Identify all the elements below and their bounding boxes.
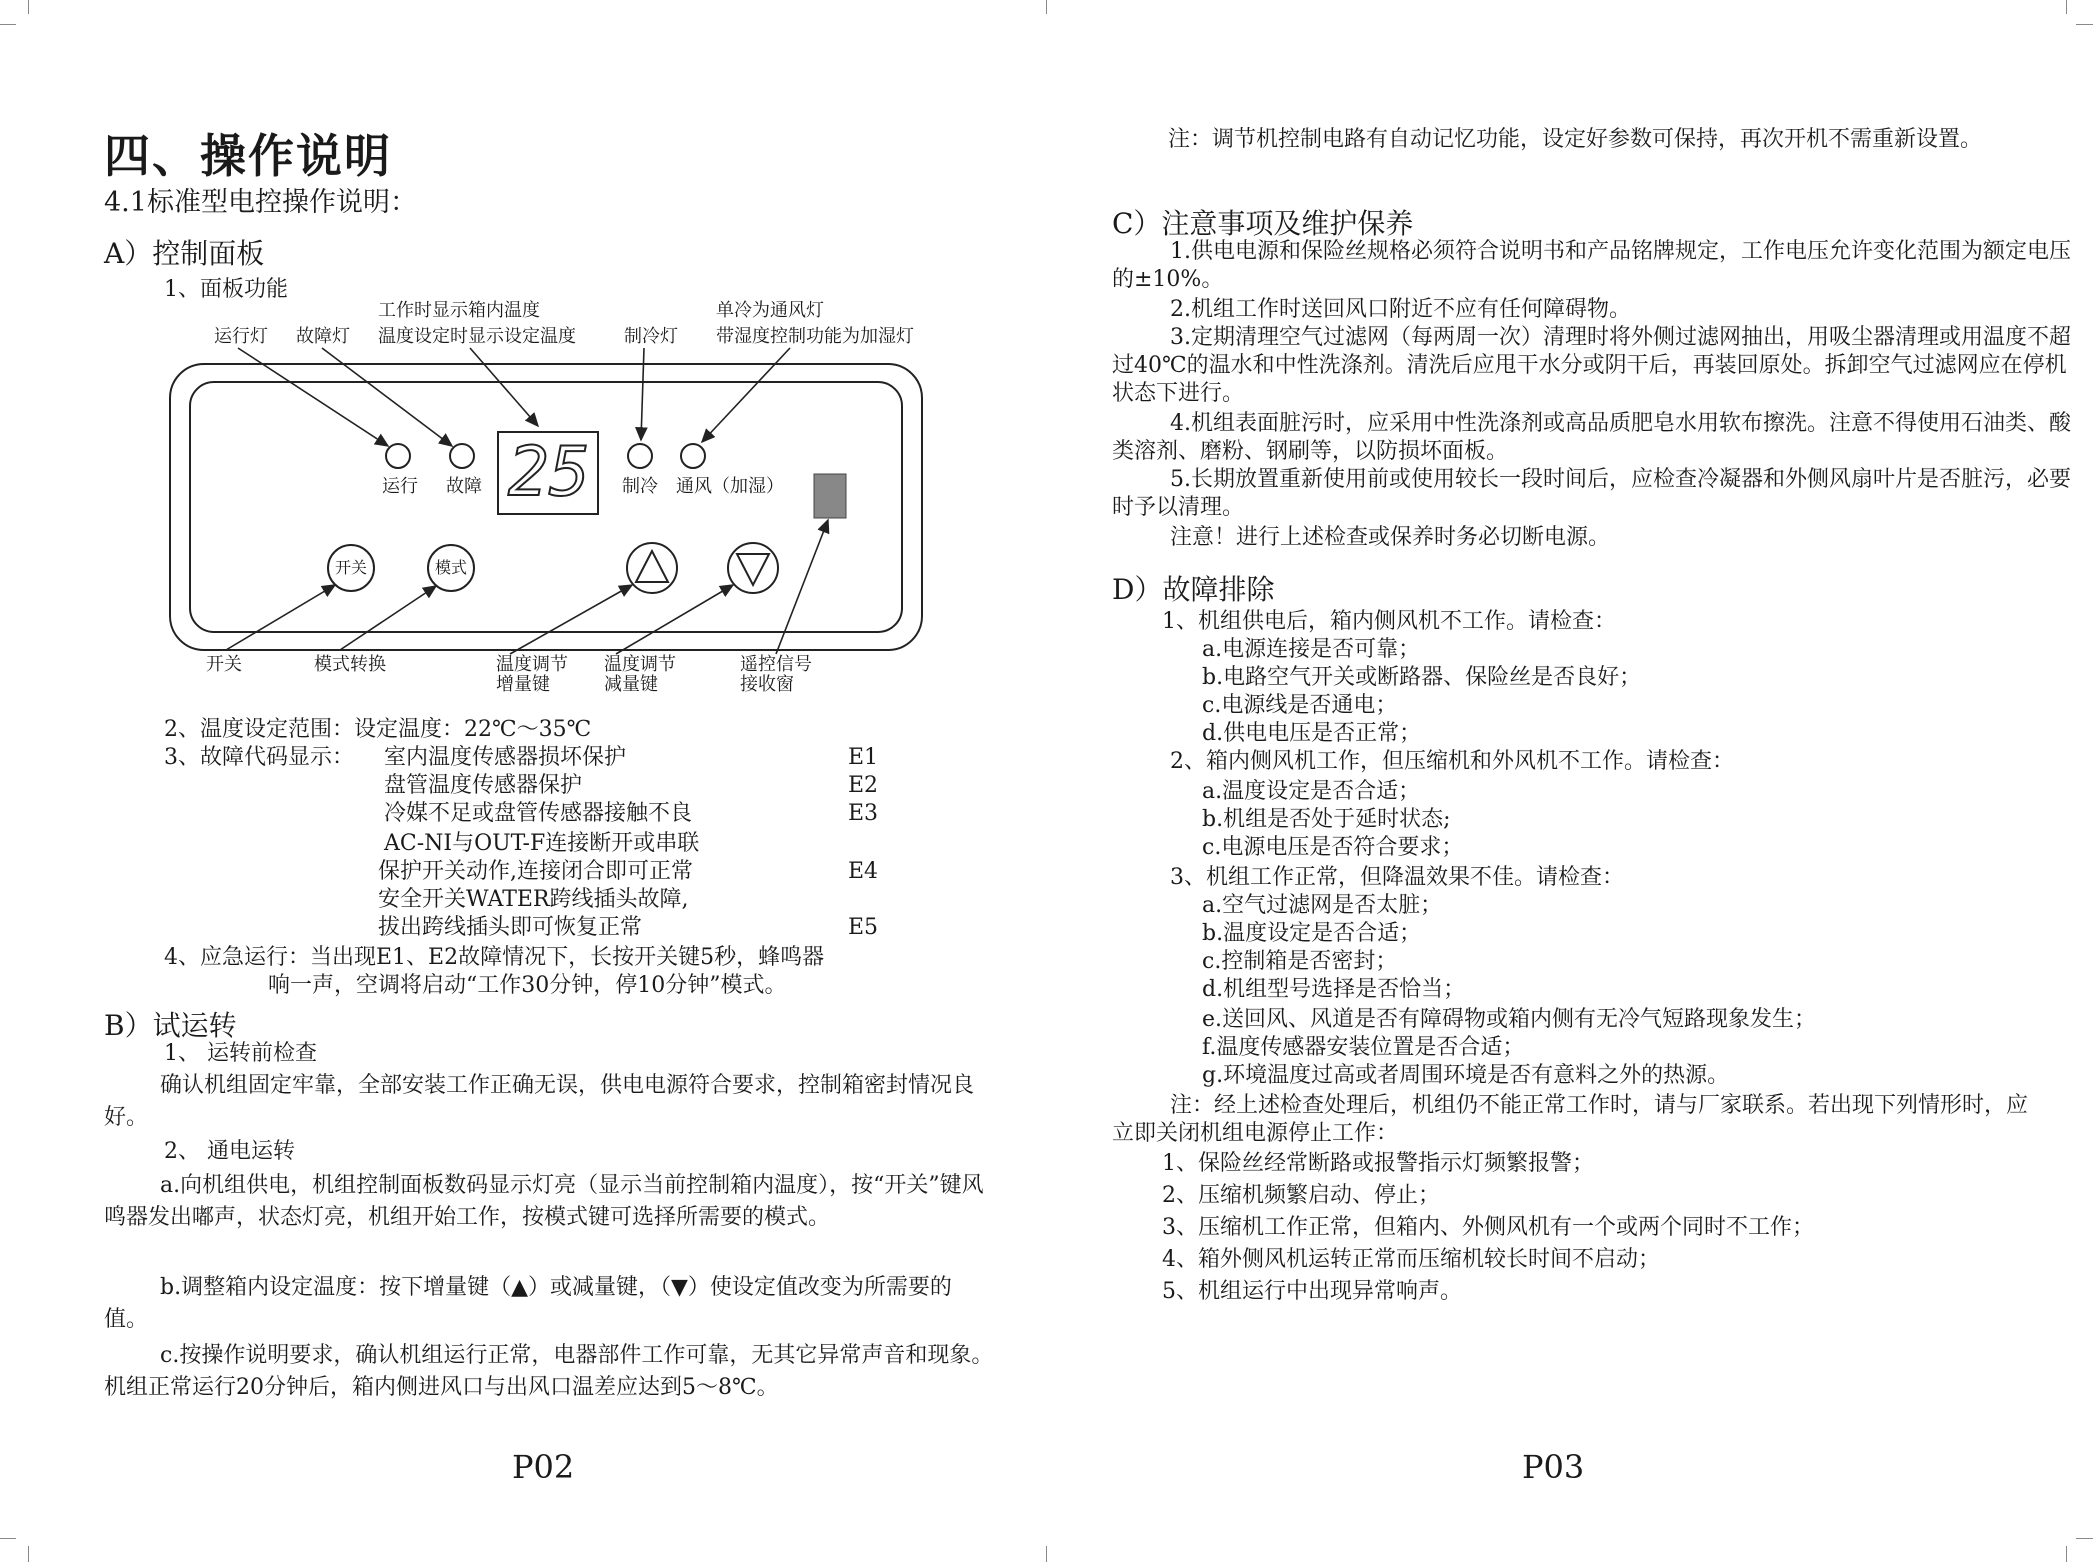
temp-display-value: 25 (508, 433, 590, 512)
arrow-down (616, 585, 733, 654)
d-item: e.送回风、风道是否有障碍物或箱内侧有无冷气短路现象发生； (1202, 1007, 1817, 1032)
d-group-2-title: 2、箱内侧风机工作，但压缩机和外风机不工作。请检查： (1170, 749, 1734, 774)
fault-code: E1 (848, 745, 879, 770)
remote-receiver-window (814, 474, 846, 518)
c-item-3: 3.定期清理空气过滤网（每两周一次）清理时将外侧过滤网抽出，用吸尘器清理或用温度不超过40℃的温水和中性洗涤剂。清洗后应甩干水分或阴干后，再装回原处。拆卸空气过滤网应在停机状态下进行。 (1112, 325, 2071, 406)
left-page (0, 0, 1046, 1562)
d-stop-item: 5、机组运行中出现异常响声。 (1162, 1279, 1462, 1304)
callout-fan-light-2: 带湿度控制功能为加湿灯 (716, 326, 914, 347)
callout-remote-1: 遥控信号 (740, 654, 812, 675)
d-item: a.电源连接是否可靠； (1202, 637, 1421, 662)
arrow-cool-light (641, 348, 644, 440)
arrow-up (510, 585, 632, 654)
fault-code: E2 (848, 773, 879, 798)
callout-remote-2: 接收窗 (740, 674, 794, 695)
d-stop-item: 3、压缩机工作正常，但箱内、外侧风机有一个或两个同时不工作； (1162, 1215, 1814, 1240)
fan-light-icon (681, 444, 705, 468)
b1-text: 确认机组固定牢靠，全部安装工作正确无误，供电电源符合要求，控制箱密封情况良好。 (104, 1073, 975, 1130)
page-number-left: P02 (512, 1448, 575, 1486)
fault-light-icon (450, 444, 474, 468)
callout-cool-light: 制冷灯 (624, 326, 678, 347)
d-stop-item: 4、箱外侧风机运转正常而压缩机较长时间不启动； (1162, 1247, 1660, 1272)
fault-desc: 室内温度传感器损坏保护 (384, 745, 627, 770)
d-stop-item: 2、压缩机频繁启动、停止； (1162, 1183, 1440, 1208)
b2c-text: c.按操作说明要求，确认机组运行正常，电器部件工作可靠，无其它异常声音和现象。机组正常运行20分钟后，箱内侧进风口与出风口温差应达到5～8℃。 (104, 1343, 994, 1400)
callout-temp-display-2: 温度设定时显示设定温度 (378, 326, 576, 347)
fault-desc: 安全开关WATER跨线插头故障, (378, 887, 689, 912)
callout-mode: 模式转换 (314, 654, 386, 675)
d-item: g.环境温度过高或者周围环境是否有意料之外的热源。 (1202, 1063, 1730, 1088)
page-number-right: P03 (1522, 1448, 1585, 1486)
panel-cool-label: 制冷 (622, 476, 658, 497)
d-item: b.温度设定是否合适； (1202, 921, 1422, 946)
c-item-4: 4.机组表面脏污时，应采用中性洗涤剂或高品质肥皂水用软布擦洗。注意不得使用石油类、酸类溶剂、磨粉、钢刷等，以防损坏面板。 (1112, 411, 2071, 464)
temp-range: 2、温度设定范围：设定温度：22℃～35℃ (164, 717, 592, 742)
callout-fan-light-1: 单冷为通风灯 (716, 300, 824, 321)
c-item-5: 5.长期放置重新使用前或使用较长一段时间后，应检查冷凝器和外侧风扇叶片是否脏污，必要时予以清理。 (1112, 467, 2071, 520)
d-item: a.空气过滤网是否太脏； (1202, 893, 1443, 918)
callout-down-1: 温度调节 (604, 654, 676, 675)
c-warning: 注意！进行上述检查或保养时务必切断电源。 (1170, 525, 1611, 550)
fault-desc: 盘管温度传感器保护 (384, 773, 583, 798)
fault-code: E4 (848, 859, 879, 884)
d-item: c.控制箱是否密封； (1202, 949, 1398, 974)
fault-desc: 拔出跨线插头即可恢复正常 (378, 915, 643, 940)
memory-note: 注：调节机控制电路有自动记忆功能，设定好参数可保持，再次开机不需重新设置。 (1168, 127, 1983, 152)
fault-code: E5 (848, 915, 879, 940)
arrow-mode (340, 586, 436, 650)
arrow-fault-light (322, 348, 452, 446)
c-item-1: 1.供电电源和保险丝规格必须符合说明书和产品铭牌规定，工作电压允许变化范围为额定电压的±10%。 (1112, 239, 2071, 292)
arrow-temp-display (470, 348, 538, 426)
fault-code: E3 (848, 801, 879, 826)
page-title: 四、操作说明 (104, 129, 392, 183)
subtitle: 4.1标准型电控操作说明： (104, 187, 417, 218)
callout-down-2: 减量键 (604, 674, 658, 695)
d-item: c.电源线是否通电； (1202, 693, 1398, 718)
d-group-3-title: 3、机组工作正常，但降温效果不佳。请检查： (1170, 865, 1624, 890)
d-note: 注：经上述检查处理后，机组仍不能正常工作时，请与厂家联系。若出现下列情形时，应立即关闭机组电源停止工作： (1112, 1093, 2029, 1146)
b2-title: 2、 通电运转 (164, 1139, 295, 1164)
arrow-fan-light (702, 348, 790, 442)
section-c-heading: C）注意事项及维护保养 (1112, 207, 1414, 240)
callout-fault-light: 故障灯 (296, 326, 350, 347)
callout-up-1: 温度调节 (496, 654, 568, 675)
control-panel-diagram (0, 0, 1046, 720)
emergency-line-1: 4、应急运行：当出现E1、E2故障情况下，长按开关键5秒，蜂鸣器 (164, 945, 825, 970)
callout-up-2: 增量键 (496, 674, 550, 695)
d-item: b.机组是否处于延时状态; (1202, 807, 1451, 832)
d-group-1-title: 1、机组供电后，箱内侧风机不工作。请检查： (1162, 609, 1616, 634)
b1-title: 1、 运转前检查 (164, 1041, 317, 1066)
run-light-icon (386, 444, 410, 468)
arrow-remote (776, 520, 828, 654)
callout-temp-display-1: 工作时显示箱内温度 (378, 300, 540, 321)
c-item-2: 2.机组工作时送回风口附近不应有任何障碍物。 (1170, 297, 1631, 322)
emergency-line-2: 响一声，空调将启动“工作30分钟，停10分钟”模式。 (268, 973, 787, 998)
power-button[interactable]: 开关 (334, 558, 367, 577)
section-a-heading: A）控制面板 (104, 237, 265, 270)
fault-desc: AC-NI与OUT-F连接断开或串联 (384, 831, 700, 856)
panel-fan-label: 通风（加湿） (676, 476, 784, 497)
callout-run-light: 运行灯 (214, 326, 268, 347)
section-d-heading: D）故障排除 (1112, 573, 1275, 606)
arrow-run-light (238, 348, 388, 446)
panel-fault-label: 故障 (446, 476, 482, 497)
d-stop-item: 1、保险丝经常断路或报警指示灯频繁报警； (1162, 1151, 1594, 1176)
panel-run-label: 运行 (382, 476, 418, 497)
callout-power: 开关 (206, 654, 242, 675)
d-item: d.机组型号选择是否恰当； (1202, 977, 1466, 1002)
d-item: b.电路空气开关或断路器、保险丝是否良好； (1202, 665, 1642, 690)
right-page (1046, 0, 2093, 1562)
d-item: a.温度设定是否合适； (1202, 779, 1421, 804)
panel-function-heading: 1、面板功能 (164, 277, 288, 302)
d-item: f.温度传感器安装位置是否合适； (1202, 1035, 1525, 1060)
d-item: d.供电电压是否正常； (1202, 721, 1422, 746)
cool-light-icon (628, 444, 652, 468)
down-button[interactable] (728, 543, 778, 593)
up-button[interactable] (627, 543, 677, 593)
fault-desc: 冷媒不足或盘管传感器接触不良 (384, 801, 693, 826)
b2a-text: a.向机组供电，机组控制面板数码显示灯亮（显示当前控制箱内温度），按“开关”键风鸣器发出嘟声，状态灯亮，机组开始工作，按模式键可选择所需要的模式。 (104, 1173, 984, 1230)
fault-codes-title: 3、故障代码显示： (164, 745, 354, 770)
d-item: c.电源电压是否符合要求； (1202, 835, 1464, 860)
b2b-text: b.调整箱内设定温度：按下增量键（▲）或减量键，（▼）使设定值改变为所需要的值。 (104, 1275, 952, 1332)
arrow-power (226, 585, 335, 650)
mode-button[interactable]: 模式 (434, 558, 467, 577)
section-b-heading: B）试运转 (104, 1009, 237, 1042)
fault-desc: 保护开关动作,连接闭合即可正常 (378, 859, 693, 884)
